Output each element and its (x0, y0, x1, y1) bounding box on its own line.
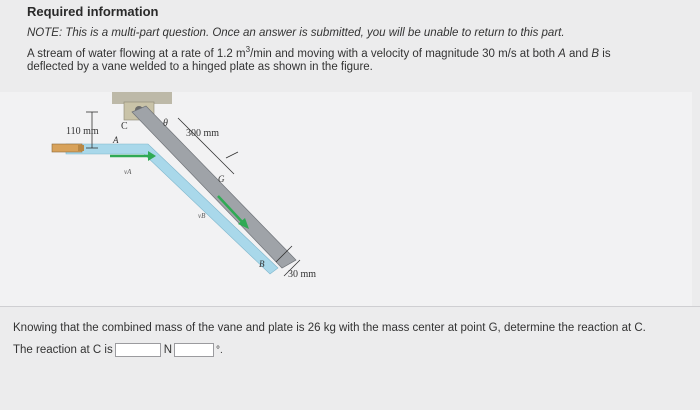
answer-label: The reaction at C is (13, 344, 113, 356)
label-a: A (113, 135, 119, 145)
section-divider (0, 306, 700, 307)
dim-left-label: 110 mm (66, 126, 99, 137)
problem-text-part: A stream of water flowing at a rate of 1.2 m (27, 47, 246, 60)
problem-statement (27, 43, 667, 74)
degree-suffix: °. (216, 344, 223, 356)
required-info-title: Required information (27, 4, 159, 19)
vane-figure (0, 92, 692, 306)
question-text: Knowing that the combined mass of the vane and plate is 26 kg with the mass center at point G, determine the reaction at C. (13, 322, 646, 334)
problem-text-part: and (565, 47, 592, 60)
point-a-label: A (558, 47, 566, 60)
label-c-top: C (121, 121, 128, 132)
label-vb: vB (198, 212, 206, 220)
label-g: G (218, 174, 225, 184)
problem-text-part: /min and moving with a velocity of magnitude 30 m/s at both (250, 47, 559, 60)
point-b-label: B (591, 47, 600, 60)
label-b: B (259, 259, 265, 269)
dim-right-label: 30 mm (288, 269, 317, 280)
nozzle-tip (78, 145, 84, 151)
problem-text-line2: deflected by a vane welded to a hinged plate as shown in the figure. (27, 60, 373, 73)
reaction-magnitude-input[interactable] (115, 343, 161, 357)
label-va: vA (124, 168, 132, 176)
unit-label: N (163, 344, 173, 356)
nozzle (52, 144, 82, 152)
cubic-superscript: 3 (245, 45, 251, 54)
dim-mid-tick (226, 152, 238, 158)
label-theta: θ (163, 118, 168, 129)
figure-panel (0, 92, 692, 307)
answer-row (13, 343, 223, 357)
problem-text-part: is (599, 47, 611, 60)
reaction-angle-input[interactable] (174, 343, 214, 357)
note-text: NOTE: This is a multi-part question. Once an answer is submitted, you will be unable to return to this part. (27, 27, 565, 39)
dim-mid-label: 300 mm (186, 128, 220, 139)
